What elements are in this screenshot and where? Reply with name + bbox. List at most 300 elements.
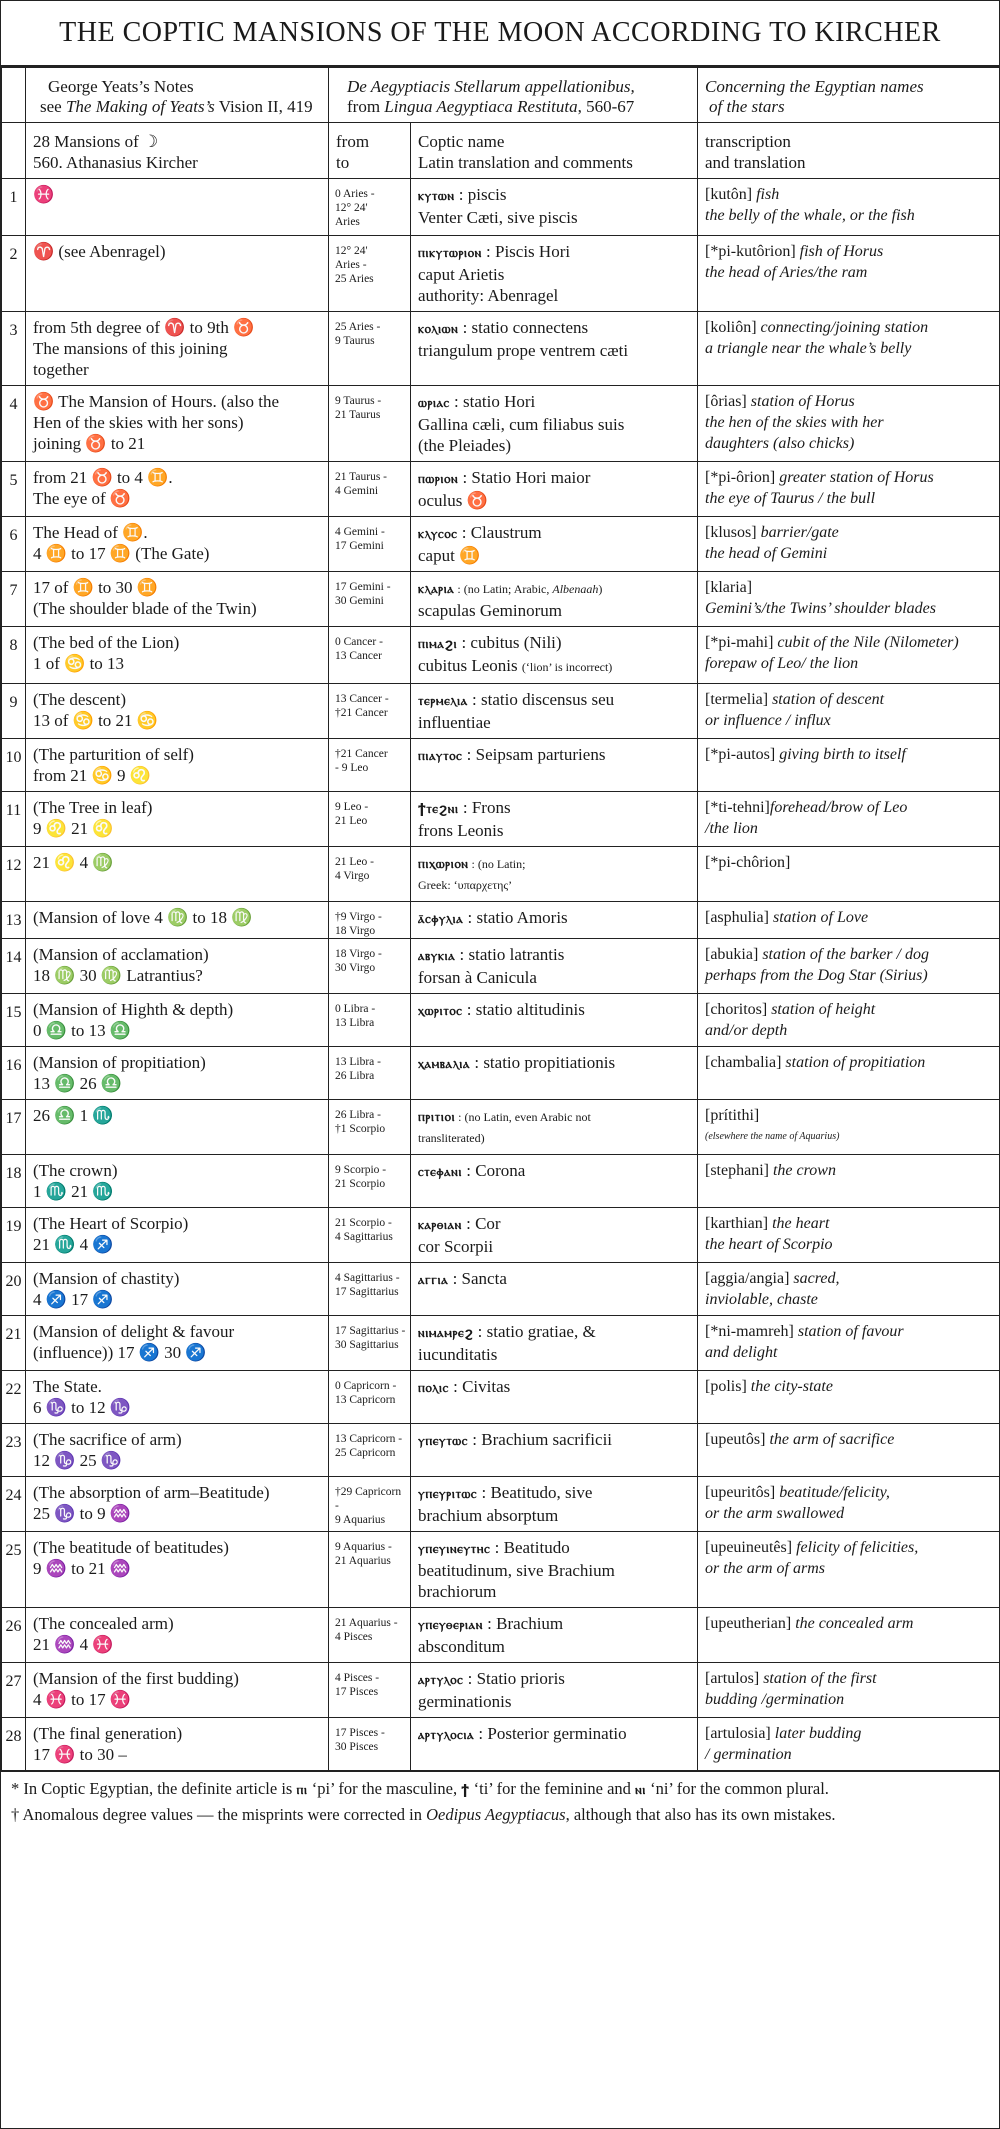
transcription: [*pi-kutôrion] [705,243,800,260]
latin-line: cor Scorpii [418,1237,494,1256]
degree-line: 4 Sagittarius - [335,1272,400,1284]
coptic-comment-post: ) [598,582,603,596]
translation: fish of Horus [799,243,884,260]
degree-line: 30 Pisces [335,1741,379,1753]
row-degree-range [329,236,411,312]
degree-line: 17 Pisces [335,1686,379,1698]
note-line: (The descent) [33,690,126,709]
note-line: 4 ♊ to 17 ♊ (The Gate) [33,544,210,563]
note-line: (The absorption of arm–Beatitude) [33,1483,270,1502]
coptic-first-line [418,944,690,967]
degree-line: †1 Scorpio [335,1123,386,1135]
degree-line: 17 Sagittarius - [335,1325,406,1337]
note-line: Hen of the skies with her sons) [33,413,244,432]
row-yeats-notes [26,1532,329,1608]
coptic-first-line [418,744,690,767]
degree-line: 21 Aquarius - [335,1617,398,1629]
table-row [2,847,1000,902]
coptic-name: ⲕⲗⲁⲣⲓⲁ [418,582,455,597]
row-transcription [698,739,1000,792]
note-line: 9 ♌ 21 ♌ [33,819,114,838]
translation: giving birth to itself [779,746,906,763]
degree-line: 4 Sagittarius [335,1231,393,1243]
translation-line: the head of Aries/the ram [705,264,868,281]
latin-line: : Brachium sacrificii [468,1430,613,1449]
note-line: joining ♉ to 21 [33,434,146,453]
coptic-first-line [418,999,690,1022]
row-yeats-notes [26,1208,329,1263]
latin-line: Greek: ‘υπαρχετης’ [418,878,513,892]
note-line: (The bed of the Lion) [33,633,180,652]
coptic-name: ⲡⲓⲭⲱⲣⲓⲟⲛ [418,857,469,872]
table-row [2,1608,1000,1663]
transcription-first-line [705,744,992,765]
subheader-from-to: from to [329,123,411,179]
coptic-comment: : (no Latin; Arabic, [454,582,553,596]
latin-line: Venter Cæti, sive piscis [418,208,578,227]
row-transcription [698,792,1000,847]
note-line: 13 ♎ 26 ♎ [33,1074,123,1093]
latin-line: Gallina cæli, cum filiabus suis [418,415,625,434]
degree-line: 4 Pisces - [335,1672,380,1684]
transcription-first-line [705,1376,992,1397]
latin-line: : statio propitiationis [470,1053,616,1072]
transcription: [*ni-mamreh] [705,1323,798,1340]
row-coptic [411,572,698,627]
row-transcription [698,902,1000,939]
degree-line: 13 Capricorn [335,1394,396,1406]
transcription-first-line [705,522,992,543]
degree-line: 18 Virgo [335,925,376,937]
table-row [2,462,1000,517]
note-line: (influence)) 17 ♐ 30 ♐ [33,1343,207,1362]
transcription: [chambalia] [705,1054,786,1071]
note-line: 1 of ♋ to 13 [33,654,125,673]
subheader-coptic: Coptic name Latin translation and comments [411,123,698,179]
row-number: 5 [2,462,26,517]
row-transcription [698,517,1000,572]
row-degree-range [329,847,411,902]
translation-line: and/or depth [705,1022,788,1039]
coptic-first-line [418,632,690,655]
row-transcription [698,1155,1000,1208]
latin-line: : statio gratiae, & [473,1322,596,1341]
row-coptic [411,994,698,1047]
translation-line: Gemini’s/the Twins’ shoulder blades [705,600,936,617]
row-number: 18 [2,1155,26,1208]
table-row [2,1208,1000,1263]
transcription: [upeuineutês] [705,1539,797,1556]
row-number: 25 [2,1532,26,1608]
translation-line: the belly of the whale, or the fish [705,207,915,224]
coptic-first-line [418,1268,690,1291]
note-line: ♈ (see Abenragel) [33,242,166,261]
note-line: 17 ♓ to 30 – [33,1745,127,1764]
transcription: [kutôn] [705,186,757,203]
degree-line: 17 Pisces - [335,1727,385,1739]
translation-note: (elsewhere the name of Aquarius) [705,1131,840,1142]
note-line: (The beatitude of beatitudes) [33,1538,229,1557]
row-number: 27 [2,1663,26,1718]
transcription-first-line [705,852,992,873]
table-row [2,386,1000,462]
row-yeats-notes [26,1155,329,1208]
table-row [2,1477,1000,1532]
coptic-name: ⲁⲣⲧⲩⲗⲟⲥⲓⲁ [418,1728,475,1743]
row-transcription [698,1532,1000,1608]
transcription: [aggia/angia] [705,1270,794,1287]
latin-line: : piscis [454,185,507,204]
table-row [2,902,1000,939]
latin-line: : Frons [458,798,511,817]
table-row [2,236,1000,312]
row-transcription [698,1424,1000,1477]
degree-line: 21 Aquarius [335,1555,391,1567]
note-line: (Mansion of Highth & depth) [33,1000,234,1019]
row-number: 21 [2,1316,26,1371]
latin-line: : statio latrantis [455,945,565,964]
degree-line: 21 Scorpio - [335,1217,392,1229]
degree-line: 0 Capricorn - [335,1380,397,1392]
header-english: Concerning the Egyptian names of the stars [698,68,1000,123]
coptic-name: ⲕⲁⲣⲑⲓⲁⲛ [418,1218,462,1233]
transcription-first-line [705,944,992,965]
coptic-first-line [418,1537,690,1560]
degree-line: Aries - [335,259,367,271]
row-coptic [411,1424,698,1477]
row-coptic [411,179,698,236]
coptic-name: ⲛⲓⲙⲁⲙⲣⲉϩ [418,1326,474,1341]
degree-line: 12° 24' [335,245,368,257]
transcription: [upeutôs] [705,1431,770,1448]
coptic-name: ⲩⲡⲉⲩⲧⲱⲥ [418,1434,469,1449]
degree-line: 21 Leo [335,815,368,827]
latin-line: : Piscis Hori [481,242,571,261]
translation: the concealed arm [795,1615,914,1632]
latin-line: : statio altitudinis [462,1000,585,1019]
translation: station of descent [772,691,885,708]
note-line: 26 ♎ 1 ♏ [33,1106,114,1125]
row-number: 12 [2,847,26,902]
note-line: ♓ [33,185,55,204]
latin-line: scapulas Geminorum [418,601,562,620]
degree-line: 4 Pisces [335,1631,373,1643]
table-row [2,1263,1000,1316]
note-line: (The shoulder blade of the Twin) [33,599,257,618]
row-yeats-notes [26,236,329,312]
row-coptic [411,312,698,386]
row-transcription [698,179,1000,236]
latin-line: : Civitas [448,1377,511,1396]
row-yeats-notes [26,627,329,684]
latin-line: beatitudinum, sive Brachium [418,1561,615,1580]
transcription-first-line [705,467,992,488]
latin-line: : statio Amoris [463,908,568,927]
row-degree-range [329,1477,411,1532]
translation-line: or the arm of arms [705,1560,826,1577]
coptic-name: ⲱⲣⲓⲁⲥ [418,396,450,411]
row-degree-range [329,739,411,792]
row-number: 8 [2,627,26,684]
translation: beatitude/felicity, [779,1484,890,1501]
row-yeats-notes [26,1371,329,1424]
latin-line: transliterated) [418,1131,485,1145]
degree-line: 4 Gemini [335,485,379,497]
row-transcription [698,236,1000,312]
coptic-first-line [418,317,690,340]
note-line: (Mansion of propitiation) [33,1053,206,1072]
translation: forehead/brow of Leo [769,799,908,816]
transcription: [*pi-autos] [705,746,780,763]
coptic-first-line [418,1482,690,1505]
latin-line: cubitus Leonis [418,656,522,675]
latin-line: brachiorum [418,1582,497,1601]
note-line: (Mansion of the first budding) [33,1669,239,1688]
coptic-name: ⲡⲣⲓⲧⲓⲟⲓ [418,1110,456,1125]
degree-line: 13 Capricorn - [335,1433,403,1445]
latin-line: : Corona [462,1161,526,1180]
latin-line: triangulum prope ventrem cæti [418,341,629,360]
row-degree-range [329,1047,411,1100]
latin-line-with-tail [418,655,690,678]
latin-line: : Posterior germinatio [474,1724,627,1743]
coptic-comment: : (no Latin; [468,857,526,871]
note-line: 4 ♓ to 17 ♓ [33,1690,132,1709]
degree-line: 25 Capricorn [335,1447,396,1459]
translation-line: the heart of Scorpio [705,1236,833,1253]
latin-line: iucunditatis [418,1345,498,1364]
translation-line: a triangle near the whale’s belly [705,340,912,357]
latin-line: : Beatitudo [490,1538,570,1557]
note-line: (Mansion of chastity) [33,1269,180,1288]
row-transcription [698,1100,1000,1155]
row-number: 14 [2,939,26,994]
transcription: [artulos] [705,1670,764,1687]
row-degree-range [329,1208,411,1263]
row-number: 7 [2,572,26,627]
note-line: (The final generation) [33,1724,183,1743]
row-degree-range [329,1718,411,1771]
transcription: [asphulia] [705,909,773,926]
row-transcription [698,994,1000,1047]
degree-line: 9 Taurus - [335,395,382,407]
coptic-name: ⲡⲓⲁⲩⲧⲟⲥ [418,749,463,764]
note-line: The eye of ♉ [33,489,132,508]
transcription: [upeuritôs] [705,1484,780,1501]
note-line: 13 of ♋ to 21 ♋ [33,711,158,730]
coptic-first-line [418,1429,690,1452]
transcription: [stephani] [705,1162,773,1179]
row-number: 17 [2,1100,26,1155]
row-number: 4 [2,386,26,462]
row-coptic [411,517,698,572]
coptic-name: ⲡⲓⲙⲁϩⲓ [418,637,458,652]
row-coptic [411,1155,698,1208]
coptic-name: ⲧⲉⲣⲙⲉⲗⲓⲁ [418,694,468,709]
footnote-anomalous: † Anomalous degree values — the misprints were corrected in Oedipus Aegyptiacus, although that also has its own mistakes. [11,1805,836,1824]
latin-line: germinationis [418,1692,512,1711]
coptic-name: ⲕⲗⲩⲥⲟⲥ [418,527,458,542]
coptic-first-line [418,391,690,414]
table-row [2,1532,1000,1608]
coptic-name: ⲁⲣⲧⲩⲗⲟⲥ [418,1673,464,1688]
transcription: [*ti-tehni] [705,799,770,816]
row-coptic [411,792,698,847]
note-line: 0 ♎ to 13 ♎ [33,1021,132,1040]
subheader-mansions: 28 Mansions of ☽ 560. Athanasius Kircher [26,123,329,179]
row-yeats-notes [26,517,329,572]
note-line: 21 ♏ 4 ♐ [33,1235,114,1254]
transcription: [*pi-mahi] [705,634,778,651]
transcription-first-line [705,241,992,262]
latin-line: : cubitus (Nili) [457,633,562,652]
row-coptic [411,1316,698,1371]
row-transcription [698,1263,1000,1316]
latin-line: brachium absorptum [418,1506,559,1525]
transcription-first-line [705,1160,992,1181]
subheader-row [2,123,1000,179]
transcription-first-line [705,1268,992,1289]
degree-line: 9 Aquarius [335,1514,386,1526]
row-number: 24 [2,1477,26,1532]
transcription: [*pi-chôrion] [705,854,791,871]
row-degree-range [329,939,411,994]
transcription: [choritos] [705,1001,772,1018]
transcription-first-line [705,632,992,653]
coptic-first-line [418,1376,690,1399]
coptic-first-line [418,852,690,875]
row-coptic [411,1663,698,1718]
translation: fish [756,186,780,203]
row-degree-range [329,1424,411,1477]
row-yeats-notes [26,386,329,462]
degree-line: 25 Aries [335,273,374,285]
degree-line: 9 Leo - [335,801,369,813]
translation: station of propitiation [785,1054,926,1071]
degree-line: 30 Virgo [335,962,376,974]
transcription-first-line [705,1537,992,1558]
row-coptic [411,1100,698,1155]
row-yeats-notes [26,1663,329,1718]
degree-line: 4 Gemini - [335,526,385,538]
coptic-name: ⲕⲟⲗⲓⲱⲛ [418,322,459,337]
transcription-first-line [705,1321,992,1342]
latin-line: forsan à Canicula [418,968,537,987]
translation-line: /the lion [705,820,758,837]
degree-line: - 9 Leo [335,762,369,774]
degree-line: 0 Aries - [335,188,375,200]
row-coptic [411,684,698,739]
transcription-first-line [705,689,992,710]
row-degree-range [329,1663,411,1718]
transcription: [*pi-ôrion] [705,469,780,486]
transcription: [koliôn] [705,319,761,336]
coptic-name: ⲩⲡⲉⲩⲑⲉⲣⲓⲁⲛ [418,1618,483,1633]
transcription-first-line [705,907,992,928]
row-yeats-notes [26,1718,329,1771]
degree-line: 17 Gemini - [335,581,391,593]
translation-line: the hen of the skies with her [705,414,884,431]
row-transcription [698,1208,1000,1263]
row-number: 6 [2,517,26,572]
note-line: from 5th degree of ♈ to 9th ♉ [33,318,255,337]
coptic-first-line [418,689,690,712]
transcription: [abukia] [705,946,763,963]
coptic-name: ⲁⲅⲅⲓⲁ [418,1273,449,1288]
transcription: [klusos] [705,524,761,541]
degree-line: 4 Virgo [335,870,370,882]
coptic-first-line [418,577,690,600]
degree-line: 26 Libra - [335,1109,381,1121]
note-line: (The Tree in leaf) [33,798,153,817]
header-num [2,68,26,123]
row-yeats-notes [26,312,329,386]
degree-line: 9 Scorpio - [335,1164,387,1176]
row-transcription [698,1371,1000,1424]
table-row [2,627,1000,684]
row-yeats-notes [26,939,329,994]
coptic-comment: : (no Latin, even Arabic not [455,1110,591,1124]
row-transcription [698,1477,1000,1532]
degree-line: †21 Cancer [335,707,388,719]
transcription-first-line [705,1105,992,1126]
row-coptic [411,1718,698,1771]
note-line: (The Heart of Scorpio) [33,1214,189,1233]
transcription: [ôrias] [705,393,751,410]
coptic-first-line [418,241,690,264]
subheader-transcription: transcription and translation [698,123,1000,179]
note-line: 1 ♏ 21 ♏ [33,1182,114,1201]
coptic-name: ⲁⲃⲩⲕⲓⲁ [418,949,456,964]
degree-line: 13 Cancer [335,650,382,662]
note-line: (The sacrifice of arm) [33,1430,182,1449]
row-coptic [411,939,698,994]
transcription-first-line [705,391,992,412]
latin-line: absconditum [418,1637,505,1656]
row-transcription [698,462,1000,517]
table-row [2,792,1000,847]
table-row [2,517,1000,572]
degree-line: 13 Libra - [335,1056,381,1068]
degree-line: 26 Libra [335,1070,375,1082]
latin-line: : Seipsam parturiens [462,745,606,764]
note-line: 21 ♌ 4 ♍ [33,853,114,872]
table-row [2,684,1000,739]
translation: station of the first [763,1670,877,1687]
row-degree-range [329,627,411,684]
note-line: (The crown) [33,1161,118,1180]
row-coptic [411,1208,698,1263]
subheader-num [2,123,26,179]
row-transcription [698,1663,1000,1718]
translation: station of Love [772,909,869,926]
row-coptic [411,1477,698,1532]
note-line: together [33,360,89,379]
degree-line: †29 Capricorn - [335,1486,402,1512]
degree-line: 0 Libra - [335,1003,376,1015]
coptic-first-line [418,1105,690,1128]
row-degree-range [329,462,411,517]
transcription: [klaria] [705,579,753,596]
translation-line: the head of Gemini [705,545,828,562]
row-coptic [411,627,698,684]
latin-line: : Statio Hori maior [458,468,591,487]
transcription-first-line [705,797,992,818]
row-transcription [698,1608,1000,1663]
latin-line: authority: Abenragel [418,286,559,305]
latin-line: : statio Hori [449,392,536,411]
row-number: 11 [2,792,26,847]
